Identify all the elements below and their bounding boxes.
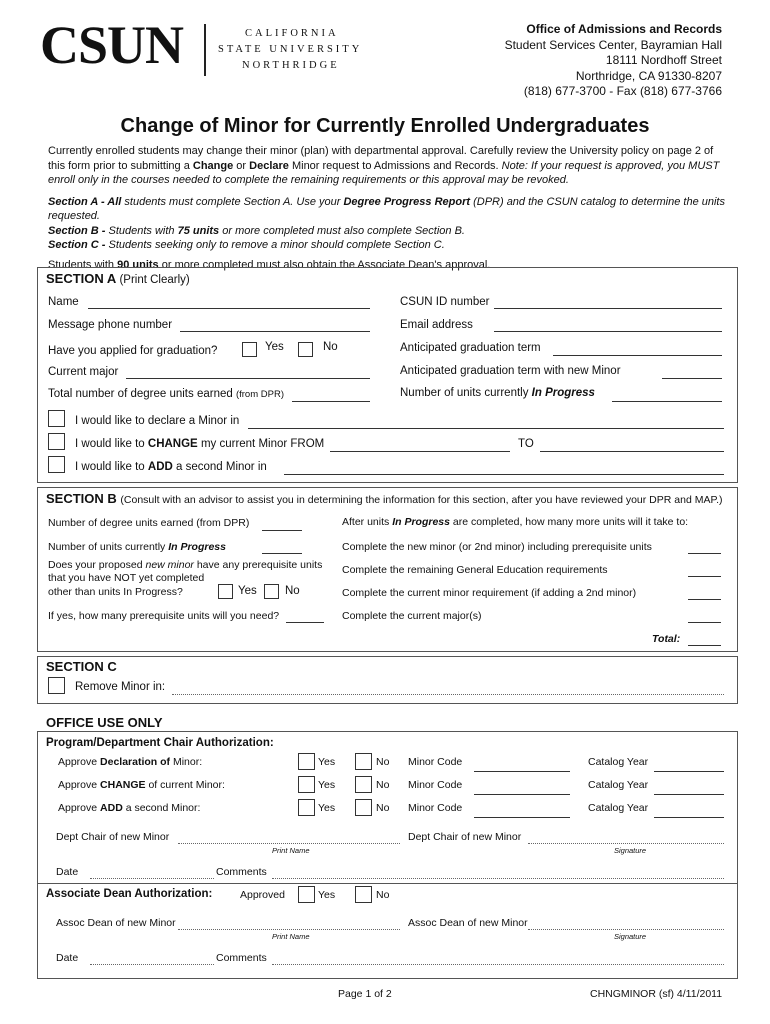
declare-no-checkbox[interactable]	[355, 753, 372, 770]
name-field[interactable]	[88, 308, 370, 309]
change-minor-checkbox[interactable]	[48, 433, 65, 450]
signature-caption: Signature	[614, 846, 647, 855]
change-from-field[interactable]	[330, 451, 510, 452]
new-minor-req-label: Complete the new minor (or 2nd minor) including prerequisite units	[342, 541, 652, 553]
prereq-units-field[interactable]	[286, 622, 324, 623]
prereq-units-label: If yes, how many prerequisite units will you need?	[48, 610, 280, 622]
catalog-year-label: Catalog Year	[588, 802, 649, 814]
total-label: Total:	[652, 633, 681, 645]
assoc-no-label: No	[376, 889, 390, 901]
logo-northridge: NORTHRIDGE	[242, 60, 340, 71]
logo-california: CALIFORNIA	[245, 28, 339, 39]
applied-grad-no-checkbox[interactable]	[298, 342, 313, 357]
minor-code-label: Minor Code	[408, 756, 463, 768]
catalog-year-label: Catalog Year	[588, 779, 649, 791]
ant-grad-field[interactable]	[553, 355, 722, 356]
assoc-date-label: Date	[56, 952, 79, 964]
units-ip-label: Number of units currently In Progress	[400, 387, 595, 399]
section-a-note: Section A - All students must complete Section A. Use your Degree Progress Report (DPR) and the CSUN catalog to determine the units requested.	[48, 195, 725, 222]
chair-comments-field[interactable]	[272, 878, 724, 879]
phone-label: Message phone number	[48, 319, 173, 331]
catalog-year-label: Catalog Year	[588, 756, 649, 768]
office-line: Northridge, CA 91330-8207	[575, 68, 722, 83]
yes-label: Yes	[265, 341, 284, 353]
dept-chair-print-label: Dept Chair of new Minor	[56, 831, 170, 843]
units-ip-b-label: Number of units currently In Progress	[48, 541, 226, 553]
email-label: Email address	[400, 319, 473, 331]
section-c-note: Section C - Students seeking only to remove a minor should complete Section C.	[48, 239, 445, 251]
signature-caption: Signature	[614, 932, 647, 941]
assoc-dean-sign-field[interactable]	[528, 929, 724, 930]
logo-state-university: STATE UNIVERSITY	[218, 44, 363, 55]
approved-label: Approved	[240, 889, 285, 901]
form-id: CHNGMINOR (sf) 4/11/2011	[590, 988, 723, 1000]
applied-grad-label: Have you applied for graduation?	[48, 345, 218, 357]
dept-chair-sign-field[interactable]	[528, 843, 724, 844]
email-field[interactable]	[494, 331, 722, 332]
change-minor-label: I would like to CHANGE my current Minor FROM	[75, 438, 325, 450]
print-name-caption: Print Name	[272, 846, 310, 855]
logo-divider	[204, 24, 206, 76]
approve-add-label: Approve ADD a second Minor:	[58, 802, 201, 814]
declare-minor-field[interactable]	[248, 428, 724, 429]
units-ip-field[interactable]	[612, 401, 722, 402]
ninety-units-note: Students with 90 units or more completed must also obtain the Associate Dean's approval.	[48, 258, 491, 271]
chair-date-label: Date	[56, 866, 79, 878]
total-field[interactable]	[688, 645, 721, 646]
section-b-heading: SECTION B (Consult with an advisor to assist you in determining the information for this section, after you have reviewed your DPR and MAP.)	[46, 491, 723, 506]
ge-req-label: Complete the remaining General Education requirements	[342, 564, 608, 576]
office-line: 18111 Nordhoff Street	[605, 53, 722, 67]
add-catalog-year-field[interactable]	[654, 817, 724, 818]
ant-grad-new-field[interactable]	[662, 378, 722, 379]
office-use-heading: OFFICE USE ONLY	[46, 715, 163, 730]
prereq-no-label: No	[285, 585, 300, 597]
proposed-prereq-line1: Does your proposed new minor have any prerequisite units	[48, 559, 323, 571]
change-yes-checkbox[interactable]	[298, 776, 315, 793]
change-no-checkbox[interactable]	[355, 776, 372, 793]
units-earned-label: Number of degree units earned (from DPR)	[48, 517, 250, 529]
form-title: Change of Minor for Currently Enrolled Undergraduates	[120, 115, 650, 137]
total-units-field[interactable]	[292, 401, 370, 402]
add-minor-field[interactable]	[284, 474, 724, 475]
no-label: No	[323, 341, 338, 353]
proposed-prereq-line3: other than units In Progress?	[48, 586, 183, 598]
add-no-label: No	[376, 802, 390, 814]
declare-yes-checkbox[interactable]	[298, 753, 315, 770]
proposed-prereq-line2: that you have NOT yet completed	[48, 572, 205, 584]
approve-declare-label: Approve Declaration of Minor:	[58, 756, 203, 768]
current-major-label: Current major	[48, 366, 119, 378]
total-units-label: Total number of degree units earned (from DPR)	[48, 388, 284, 400]
dept-chair-sign-label: Dept Chair of new Minor	[408, 831, 522, 843]
print-name-caption: Print Name	[272, 932, 310, 941]
prereq-yes-checkbox[interactable]	[218, 584, 233, 599]
approve-change-label: Approve CHANGE of current Minor:	[58, 779, 225, 791]
add-yes-label: Yes	[318, 802, 336, 814]
major-req-label: Complete the current major(s)	[342, 610, 482, 622]
intro-paragraph: Currently enrolled students may change their minor (plan) with departmental approval. Carefully review the University policy on page 2 of this form prior to submitting a Change or Declare Minor request to Admissions and Records. Note: If your request is approved, you MUST enroll only in the courses needed to complete the remaining requirements or this approval may be revoked.	[48, 145, 720, 186]
minor-code-label: Minor Code	[408, 802, 463, 814]
office-divider	[37, 883, 738, 884]
prereq-yes-label: Yes	[238, 585, 257, 597]
assoc-yes-checkbox[interactable]	[298, 886, 315, 903]
office-use-box	[37, 731, 738, 979]
chair-comments-label: Comments	[216, 866, 267, 878]
major-req-field[interactable]	[688, 622, 721, 623]
section-c-heading: SECTION C	[46, 659, 117, 674]
declare-no-label: No	[376, 756, 390, 768]
office-line: (818) 677-3700 - Fax (818) 677-3766	[523, 84, 722, 98]
chair-auth-heading: Program/Department Chair Authorization:	[46, 737, 274, 749]
add-no-checkbox[interactable]	[355, 799, 372, 816]
chair-date-field[interactable]	[90, 878, 214, 879]
ge-req-field[interactable]	[688, 576, 721, 577]
assoc-comments-label: Comments	[216, 952, 267, 964]
change-yes-label: Yes	[318, 779, 336, 791]
ant-grad-label: Anticipated graduation term	[400, 342, 541, 354]
intro-text	[48, 144, 728, 272]
assoc-comments-field[interactable]	[272, 964, 724, 965]
declare-minor-code-field[interactable]	[474, 771, 570, 772]
page-number: Page 1 of 2	[338, 988, 392, 1000]
add-minor-checkbox[interactable]	[48, 456, 65, 473]
section-b-note: Section B - Students with 75 units or more completed must also complete Section B.	[48, 224, 465, 237]
remove-minor-checkbox[interactable]	[48, 677, 65, 694]
office-address	[505, 22, 722, 100]
csun-logo: CSUN	[40, 15, 184, 75]
add-minor-label: I would like to ADD a second Minor in	[75, 461, 267, 473]
change-catalog-year-field[interactable]	[654, 794, 724, 795]
section-c-box	[37, 656, 738, 704]
units-earned-field[interactable]	[262, 530, 302, 531]
current-minor-req-label: Complete the current minor requirement (if adding a 2nd minor)	[342, 587, 637, 599]
change-to-field[interactable]	[540, 451, 724, 452]
assoc-dean-sign-label: Assoc Dean of new Minor	[408, 917, 528, 929]
assoc-date-field[interactable]	[90, 964, 214, 965]
assoc-dean-print-label: Assoc Dean of new Minor	[56, 917, 176, 929]
office-title: Office of Admissions and Records	[526, 22, 722, 36]
office-line: Student Services Center, Bayramian Hall	[504, 37, 722, 52]
after-units-label: After units In Progress are completed, how many more units will it take to:	[342, 516, 689, 528]
declare-minor-checkbox[interactable]	[48, 410, 65, 427]
assoc-yes-label: Yes	[318, 889, 336, 901]
csun-id-field[interactable]	[494, 308, 722, 309]
prereq-no-checkbox[interactable]	[264, 584, 279, 599]
current-minor-req-field[interactable]	[688, 599, 721, 600]
assoc-auth-heading: Associate Dean Authorization:	[46, 888, 213, 900]
applied-grad-yes-checkbox[interactable]	[242, 342, 257, 357]
assoc-no-checkbox[interactable]	[355, 886, 372, 903]
phone-field[interactable]	[180, 331, 370, 332]
name-label: Name	[48, 296, 79, 308]
remove-minor-label: Remove Minor in:	[75, 681, 166, 693]
declare-yes-label: Yes	[318, 756, 336, 768]
add-minor-code-field[interactable]	[474, 817, 570, 818]
declare-minor-label: I would like to declare a Minor in	[75, 415, 240, 427]
remove-minor-field[interactable]	[172, 694, 724, 695]
ant-grad-new-label: Anticipated graduation term with new Minor	[400, 365, 621, 377]
new-minor-req-field[interactable]	[688, 553, 721, 554]
dept-chair-print-field[interactable]	[178, 843, 400, 844]
current-major-field[interactable]	[126, 378, 370, 379]
to-label: TO	[518, 438, 534, 450]
minor-code-label: Minor Code	[408, 779, 463, 791]
assoc-dean-print-field[interactable]	[178, 929, 400, 930]
add-yes-checkbox[interactable]	[298, 799, 315, 816]
section-a-heading: SECTION A (Print Clearly)	[46, 271, 190, 286]
csun-id-label: CSUN ID number	[400, 296, 490, 308]
change-minor-code-field[interactable]	[474, 794, 570, 795]
units-ip-b-field[interactable]	[262, 553, 302, 554]
declare-catalog-year-field[interactable]	[654, 771, 724, 772]
change-no-label: No	[376, 779, 390, 791]
